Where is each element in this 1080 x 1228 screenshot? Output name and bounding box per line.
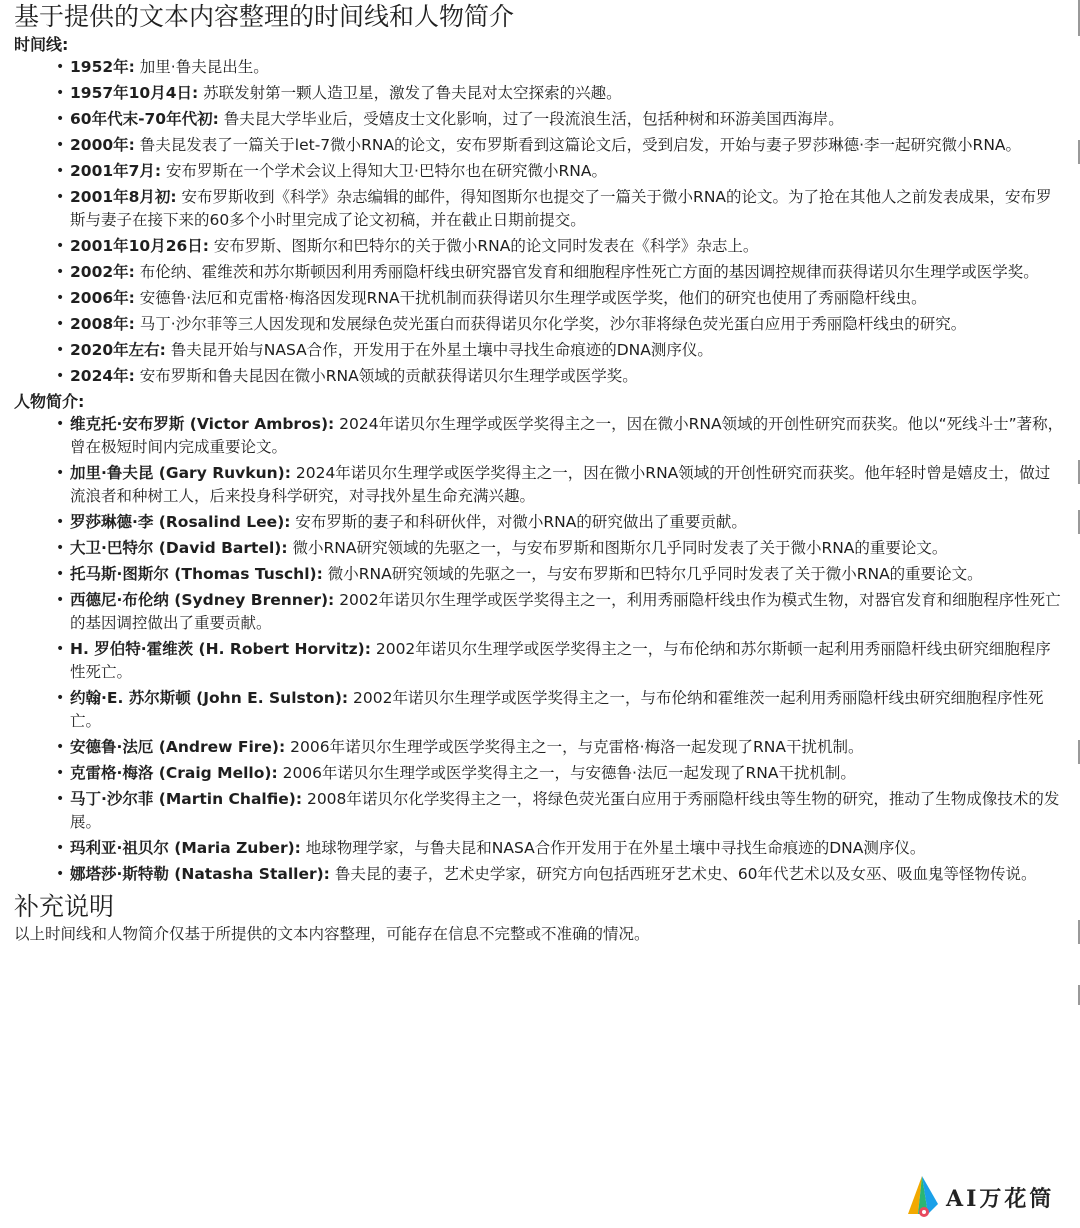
timeline-item-date: 2001年7月: (70, 162, 162, 180)
timeline-item-text: 鲁夫昆开始与NASA合作，开发用于在外星土壤中寻找生命痕迹的DNA测序仪。 (165, 341, 713, 359)
timeline-item (70, 82, 1064, 108)
person-bio: 地球物理学家，与鲁夫昆和NASA合作开发用于在外星土壤中寻找生命痕迹的DNA测序仪。 (300, 839, 926, 857)
person-bio: 2002年诺贝尔生理学或医学奖得主之一，与布伦纳和霍维茨一起利用秀丽隐杆线虫研究细胞程序性死亡。 (70, 689, 1044, 730)
people-heading: 人物简介: (14, 392, 85, 411)
timeline-item-date: 1957年10月4日: (70, 84, 199, 102)
person-item (70, 863, 1064, 889)
person-bio: 2006年诺贝尔生理学或医学奖得主之一，与安德鲁·法厄一起发现了RNA干扰机制。 (277, 764, 856, 782)
person-bio: 微小RNA研究领域的先驱之一，与安布罗斯和图斯尔几乎同时发表了关于微小RNA的重要论文。 (287, 539, 948, 557)
timeline-item-text: 安布罗斯收到《科学》杂志编辑的邮件，得知图斯尔也提交了一篇关于微小RNA的论文。为了抢在其他人之前发表成果，安布罗斯与妻子在接下来的60多个小时里完成了论文初稿，并在截止日期前提交。 (70, 188, 1052, 229)
person-name: 马丁·沙尔菲 (Martin Chalfie): (70, 790, 303, 808)
timeline-item (70, 365, 1064, 391)
people-list (14, 413, 1064, 889)
brand-logo (902, 1172, 1062, 1222)
person-name: 托马斯·图斯尔 (Thomas Tuschl): (70, 565, 323, 583)
timeline-item-date: 2024年: (70, 367, 135, 385)
timeline-item-date: 2020年左右: (70, 341, 166, 359)
person-bio: 2008年诺贝尔化学奖得主之一，将绿色荧光蛋白应用于秀丽隐杆线虫等生物的研究，推动了生物成像技术的发展。 (70, 790, 1060, 831)
timeline-item-text: 安布罗斯和鲁夫昆因在微小RNA领域的贡献获得诺贝尔生理学或医学奖。 (134, 367, 638, 385)
person-bio: 安布罗斯的妻子和科研伙伴，对微小RNA的研究做出了重要贡献。 (290, 513, 747, 531)
timeline-item-text: 布伦纳、霍维茨和苏尔斯顿因利用秀丽隐杆线虫研究器官发育和细胞程序性死亡方面的基因调控规律而获得诺贝尔生理学或医学奖。 (134, 263, 1039, 281)
person-name: 玛利亚·祖贝尔 (Maria Zuber): (70, 839, 301, 857)
timeline-item-text: 鲁夫昆发表了一篇关于let-7微小RNA的论文，安布罗斯看到这篇论文后，受到启发，开始与妻子罗莎琳德·李一起研究微小RNA。 (134, 136, 1022, 154)
person-item (70, 563, 1064, 589)
timeline-item (70, 160, 1064, 186)
person-name: 娜塔莎·斯特勒 (Natasha Staller): (70, 865, 330, 883)
person-item (70, 736, 1064, 762)
supplement-heading: 补充说明 (14, 892, 115, 921)
timeline-item-date: 2008年: (70, 315, 135, 333)
timeline-item-date: 2006年: (70, 289, 135, 307)
person-item (70, 537, 1064, 563)
timeline-item-date: 2000年: (70, 136, 135, 154)
person-item (70, 788, 1064, 837)
person-item (70, 413, 1064, 462)
timeline-item (70, 235, 1064, 261)
person-bio: 2002年诺贝尔生理学或医学奖得主之一，利用秀丽隐杆线虫作为模式生物，对器官发育和细胞程序性死亡的基因调控做出了重要贡献。 (70, 591, 1061, 632)
person-bio: 2024年诺贝尔生理学或医学奖得主之一，因在微小RNA领域的开创性研究而获奖。他以“死线斗士”著称，曾在极短时间内完成重要论文。 (70, 415, 1064, 456)
person-item (70, 589, 1064, 638)
timeline-item (70, 261, 1064, 287)
timeline-item (70, 134, 1064, 160)
timeline-item-date: 1952年: (70, 58, 135, 76)
timeline-item-text: 安布罗斯、图斯尔和巴特尔的关于微小RNA的论文同时发表在《科学》杂志上。 (208, 237, 759, 255)
timeline-item (70, 339, 1064, 365)
timeline-item (70, 313, 1064, 339)
person-item (70, 762, 1064, 788)
timeline-item-text: 安德鲁·法厄和克雷格·梅洛因发现RNA干扰机制而获得诺贝尔生理学或医学奖，他们的研究也使用了秀丽隐杆线虫。 (134, 289, 927, 307)
person-name: 西德尼·布伦纳 (Sydney Brenner): (70, 591, 335, 609)
timeline-heading: 时间线: (14, 35, 69, 54)
timeline-item-date: 2001年10月26日: (70, 237, 209, 255)
person-item (70, 687, 1064, 736)
person-bio: 微小RNA研究领域的先驱之一，与安布罗斯和巴特尔几乎同时发表了关于微小RNA的重要论文。 (322, 565, 983, 583)
person-item (70, 462, 1064, 511)
person-bio: 2024年诺贝尔生理学或医学奖得主之一，因在微小RNA领域的开创性研究而获奖。他年轻时曾是嬉皮士，做过流浪者和种树工人，后来投身科学研究，对寻找外星生命充满兴趣。 (70, 464, 1051, 505)
logo-text: AI万花筒 (946, 1185, 1055, 1212)
timeline-item-date: 2002年: (70, 263, 135, 281)
timeline-item (70, 287, 1064, 313)
person-name: 罗莎琳德·李 (Rosalind Lee): (70, 513, 291, 531)
person-name: 大卫·巴特尔 (David Bartel): (70, 539, 288, 557)
timeline-item (70, 108, 1064, 134)
person-name: 维克托·安布罗斯 (Victor Ambros): (70, 415, 335, 433)
person-item (70, 837, 1064, 863)
person-item (70, 638, 1064, 687)
person-bio: 鲁夫昆的妻子，艺术史学家，研究方向包括西班牙艺术史、60年代艺术以及女巫、吸血鬼等怪物传说。 (329, 865, 1037, 883)
person-name: 加里·鲁夫昆 (Gary Ruvkun): (70, 464, 291, 482)
supplement-text: 以上时间线和人物简介仅基于所提供的文本内容整理，可能存在信息不完整或不准确的情况。 (14, 925, 650, 943)
timeline-item (70, 186, 1064, 235)
timeline-item-text: 加里·鲁夫昆出生。 (134, 58, 269, 76)
person-name: 克雷格·梅洛 (Craig Mello): (70, 764, 278, 782)
timeline-item-text: 安布罗斯在一个学术会议上得知大卫·巴特尔也在研究微小RNA。 (161, 162, 607, 180)
timeline-item-text: 鲁夫昆大学毕业后，受嬉皮士文化影响，过了一段流浪生活，包括种树和环游美国西海岸。 (218, 110, 844, 128)
timeline-list (14, 56, 1064, 391)
timeline-item-date: 2001年8月初: (70, 188, 177, 206)
person-bio: 2002年诺贝尔生理学或医学奖得主之一，与布伦纳和苏尔斯顿一起利用秀丽隐杆线虫研究细胞程序性死亡。 (70, 640, 1051, 681)
person-bio: 2006年诺贝尔生理学或医学奖得主之一，与克雷格·梅洛一起发现了RNA干扰机制。 (285, 738, 864, 756)
timeline-item-text: 马丁·沙尔菲等三人因发现和发展绿色荧光蛋白而获得诺贝尔化学奖，沙尔菲将绿色荧光蛋白应用于秀丽隐杆线虫的研究。 (134, 315, 967, 333)
timeline-item (70, 56, 1064, 82)
person-name: 约翰·E. 苏尔斯顿 (John E. Sulston): (70, 689, 349, 707)
timeline-item-text: 苏联发射第一颗人造卫星，激发了鲁夫昆对太空探索的兴趣。 (198, 84, 622, 102)
page-title: 基于提供的文本内容整理的时间线和人物简介 (14, 2, 515, 31)
document-page (14, 0, 1064, 945)
person-name: H. 罗伯特·霍维茨 (H. Robert Horvitz): (70, 640, 371, 658)
person-item (70, 511, 1064, 537)
timeline-item-date: 60年代末-70年代初: (70, 110, 219, 128)
person-name: 安德鲁·法厄 (Andrew Fire): (70, 738, 286, 756)
kaleidoscope-logo-icon (902, 1174, 942, 1220)
